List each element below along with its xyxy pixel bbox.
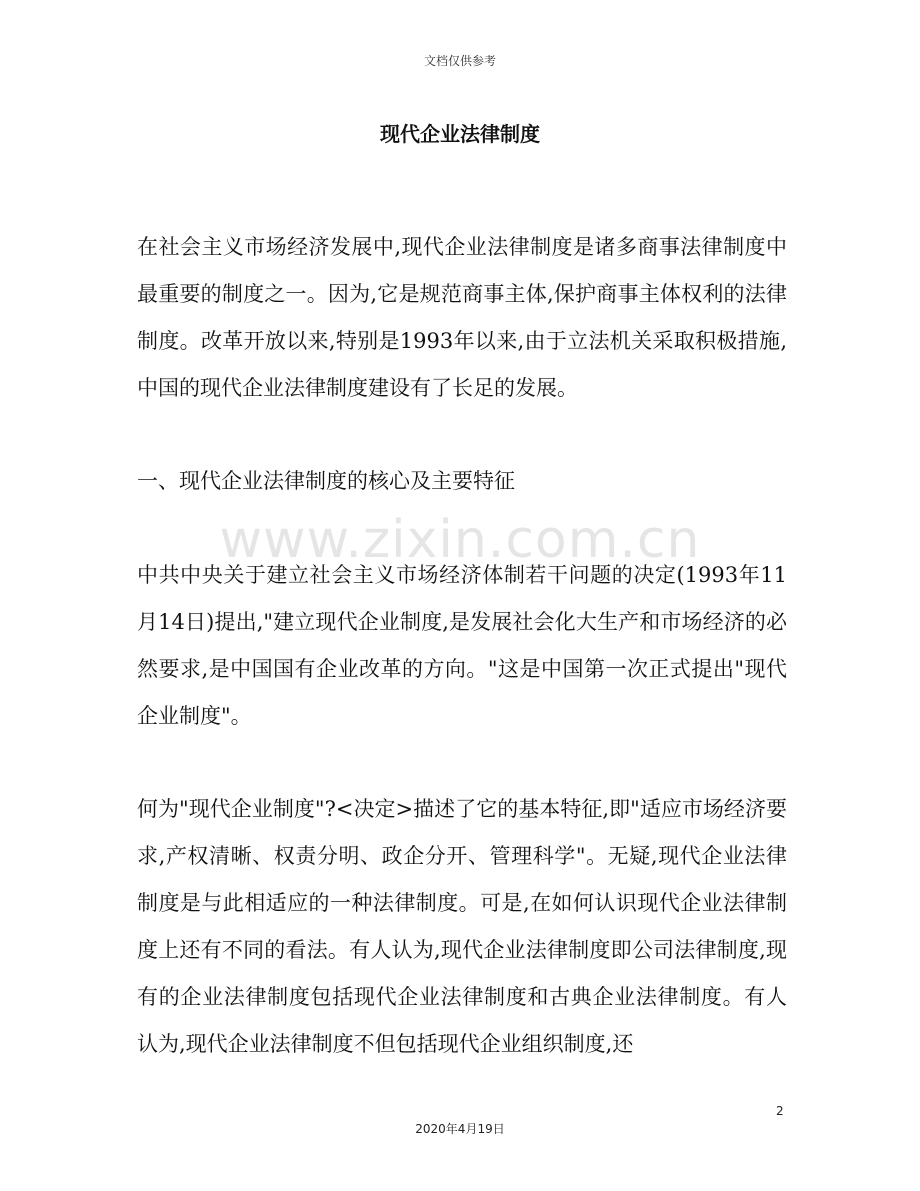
- footer-date: 2020年4月19日: [415, 1122, 505, 1136]
- paragraph-intro: 在社会主义市场经济发展中,现代企业法律制度是诸多商事法律制度中最重要的制度之一。因为,它是规范商事主体,保护商事主体权利的法律制度。改革开放以来,特别是1993年以来,由于立法机关采取积极措施,中国的现代企业法律制度建设有了长足的发展。: [137, 235, 787, 400]
- section-heading: 一、现代企业法律制度的核心及主要特征: [137, 469, 515, 493]
- paragraph-definition: 何为"现代企业制度"?<决定>描述了它的基本特征,即"适应市场经济要求,产权清晰、权责分明、政企分开、管理科学"。无疑,现代企业法律制度是与此相适应的一种法律制度。可是,在如何认识现代企业法律制度上还有不同的看法。有人认为,现代企业法律制度即公司法律制度,现有的企业法律制度包括现代企业法律制度和古典企业法律制度。有人认为,现代企业法律制度不但包括现代企业组织制度,还: [137, 797, 787, 1056]
- header-note: 文档仅供参考: [423, 54, 496, 68]
- document-title: 现代企业法律制度: [380, 122, 540, 146]
- paragraph-decision: 中共中央关于建立社会主义市场经济体制若干问题的决定(1993年11月14日)提出,"建立现代企业制度,是发展社会化大生产和市场经济的必然要求,是中国国有企业改革的方向。"这是中国第一次正式提出"现代企业制度"。: [137, 563, 787, 728]
- page-number: 2: [776, 1104, 784, 1118]
- watermark: www.zixin.com.cn: [219, 510, 701, 570]
